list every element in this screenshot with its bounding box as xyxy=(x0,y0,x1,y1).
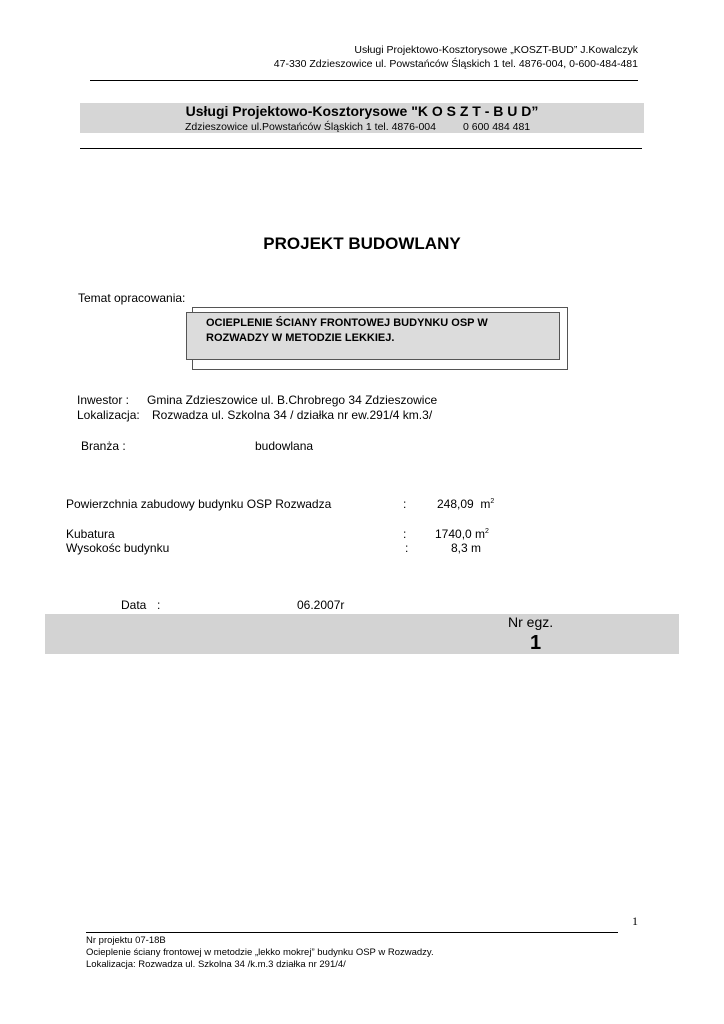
copy-number-value: 1 xyxy=(530,632,542,654)
param-value-volume-sup: 2 xyxy=(485,528,489,535)
param-value-volume-number: 1740,0 xyxy=(435,527,472,541)
lokalizacja-value: Rozwadza ul. Szkolna 34 / działka nr ew.291/4 km.3/ xyxy=(152,408,433,422)
top-header xyxy=(274,43,638,71)
inwestor-value: Gmina Zdzieszowice ul. B.Chrobrego 34 Zdzieszowice xyxy=(147,393,438,407)
footer-line2: Ocieplenie ściany frontowej w metodzie „lekko mokrej” budynku OSP w Rozwadzy. xyxy=(86,947,434,958)
temat-line2: ROZWADZY W METODZIE LEKKIEJ. xyxy=(206,332,395,344)
param-label-volume: Kubatura xyxy=(66,527,115,541)
document-title: PROJEKT BUDOWLANY xyxy=(263,234,461,253)
param-value-volume xyxy=(435,527,489,541)
company-divider xyxy=(80,148,642,149)
top-header-line2: 47-330 Zdzieszowice ul. Powstańców Śląskich 1 tel. 4876-004, 0-600-484-481 xyxy=(273,58,638,70)
inwestor-label: Inwestor : xyxy=(77,393,130,407)
date-colon: : xyxy=(157,598,161,612)
footer-line1: Nr projektu 07-18B xyxy=(86,935,166,946)
lokalizacja-label: Lokalizacja: xyxy=(77,408,140,422)
param-label-height: Wysokośc budynku xyxy=(66,541,170,555)
company-address: Zdzieszowice ul.Powstańców Śląskich 1 tel. 4876-004 xyxy=(185,121,436,133)
param-value-area-unit: m xyxy=(480,497,491,511)
param-label-area: Powierzchnia zabudowy budynku OSP Rozwadza xyxy=(66,497,332,511)
temat-text xyxy=(206,316,546,346)
copy-number-bar xyxy=(45,614,679,654)
param-value-area xyxy=(437,497,494,511)
param-value-height: 8,3 m xyxy=(451,541,482,555)
param-colon-volume: : xyxy=(403,527,407,541)
page-number: 1 xyxy=(632,914,638,928)
company-phone: 0 600 484 481 xyxy=(463,121,531,133)
date-label: Data xyxy=(121,598,147,612)
branza-label: Branża : xyxy=(81,439,126,453)
param-colon-height: : xyxy=(405,541,409,555)
param-value-area-number: 248,09 xyxy=(437,497,474,511)
top-header-line1: Usługi Projektowo-Kosztorysowe „KOSZT-BUD” J.Kowalczyk xyxy=(354,44,638,56)
param-colon-area: : xyxy=(403,497,407,511)
company-title: Usługi Projektowo-Kosztorysowe "K O S Z T - B U D” xyxy=(185,103,539,119)
copy-number-label: Nr egz. xyxy=(508,614,554,630)
param-value-volume-unit: m xyxy=(475,527,486,541)
footer-divider xyxy=(86,932,618,933)
date-value: 06.2007r xyxy=(297,598,345,612)
footer xyxy=(86,935,434,971)
branza-value: budowlana xyxy=(255,439,314,453)
footer-line3: Lokalizacja: Rozwadza ul. Szkolna 34 /k.m.3 działka nr 291/4/ xyxy=(86,959,346,970)
temat-line1: OCIEPLENIE ŚCIANY FRONTOWEJ BUDYNKU OSP W xyxy=(206,317,488,329)
param-value-area-sup: 2 xyxy=(490,498,495,505)
header-divider xyxy=(90,80,638,81)
temat-label: Temat opracowania: xyxy=(78,291,186,305)
